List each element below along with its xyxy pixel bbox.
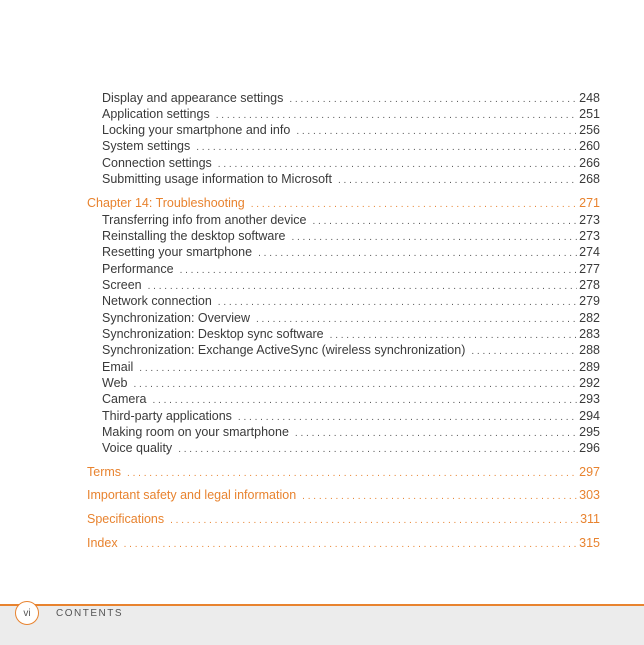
dot-leader [152, 393, 577, 409]
toc-entry-page: 248 [579, 91, 600, 105]
toc-entry-label: Application settings [102, 107, 210, 121]
toc-section-entry[interactable] [87, 511, 600, 529]
toc-chapter-entry[interactable] [87, 195, 600, 213]
dot-leader [471, 344, 577, 360]
toc-entry[interactable] [102, 293, 600, 311]
toc-entry-page: 274 [579, 245, 600, 259]
toc-entry-label: Screen [102, 278, 142, 292]
toc-entry-label: Locking your smartphone and info [102, 123, 291, 137]
toc-entry[interactable] [102, 244, 600, 262]
toc-entry-label: Specifications [87, 512, 165, 526]
toc-entry-page: 311 [580, 512, 600, 526]
page-number-badge [15, 601, 39, 625]
toc-entry-page: 266 [579, 156, 600, 170]
toc-entry-page: 271 [579, 196, 600, 210]
toc-entry-label: Resetting your smartphone [102, 245, 253, 259]
toc-section-entry[interactable] [87, 487, 600, 505]
toc-entry-page: 283 [579, 327, 600, 341]
toc-entry-page: 293 [579, 392, 600, 406]
dot-leader [127, 466, 577, 482]
toc-entry-label: Reinstalling the desktop software [102, 229, 286, 243]
toc-entry-label: Terms [87, 465, 122, 479]
dot-leader [178, 442, 577, 458]
section-label: CONTENTS [56, 608, 123, 619]
toc-entry-label: Third-party applications [102, 409, 232, 423]
toc-section-entry[interactable] [87, 535, 600, 553]
dot-leader [338, 173, 577, 189]
dot-leader [124, 537, 578, 553]
toc-entry-page: 273 [579, 213, 600, 227]
toc-entry-page: 315 [579, 536, 600, 550]
toc-entry-page: 295 [579, 425, 600, 439]
toc-entry-page: 251 [579, 107, 600, 121]
toc-entry-label: Synchronization: Desktop sync software [102, 327, 324, 341]
dot-leader [218, 295, 577, 311]
dot-leader [170, 513, 578, 529]
toc-entry-label: Important safety and legal information [87, 488, 297, 502]
toc-entry-page: 278 [579, 278, 600, 292]
toc-entry-label: System settings [102, 139, 191, 153]
toc-entry-label: Display and appearance settings [102, 91, 284, 105]
toc-entry-label: Connection settings [102, 156, 212, 170]
page-number: vi [23, 607, 31, 619]
dot-leader [258, 246, 577, 262]
dot-leader [302, 489, 577, 505]
toc-entry-label: Making room on your smartphone [102, 425, 289, 439]
toc-entry-page: 303 [579, 488, 600, 502]
toc-entry-page: 289 [579, 360, 600, 374]
dot-leader [251, 197, 577, 213]
toc-section-entry[interactable] [87, 464, 600, 482]
toc-entry-label: Voice quality [102, 441, 173, 455]
toc-entry-label: Submitting usage information to Microsoft [102, 172, 332, 186]
toc-entry-label: Web [102, 376, 128, 390]
toc-entry-label: Synchronization: Overview [102, 311, 250, 325]
dot-leader [196, 140, 577, 156]
toc-entry-page: 282 [579, 311, 600, 325]
toc-entry-label: Synchronization: Exchange ActiveSync (wireless synchronization) [102, 343, 466, 357]
toc-entry-page: 279 [579, 294, 600, 308]
toc-entry-label: Email [102, 360, 134, 374]
toc-entry[interactable] [102, 391, 600, 409]
toc-entry-label: Chapter 14: Troubleshooting [87, 196, 245, 210]
toc-entry[interactable] [102, 138, 600, 156]
toc-entry-page: 288 [579, 343, 600, 357]
toc-entry-page: 294 [579, 409, 600, 423]
toc-entry-page: 260 [579, 139, 600, 153]
toc-entry-page: 297 [579, 465, 600, 479]
toc-entry-page: 277 [579, 262, 600, 276]
toc-entry-label: Camera [102, 392, 147, 406]
toc-entry-page: 256 [579, 123, 600, 137]
footer-divider [0, 604, 644, 606]
toc-entry-label: Network connection [102, 294, 212, 308]
toc-entry-label: Performance [102, 262, 174, 276]
toc-entry-page: 273 [579, 229, 600, 243]
toc-entry[interactable] [102, 440, 600, 458]
toc-entry-page: 292 [579, 376, 600, 390]
toc-entry[interactable] [102, 342, 600, 360]
toc-entry-page: 296 [579, 441, 600, 455]
toc-entry-page: 268 [579, 172, 600, 186]
toc-entry-label: Index [87, 536, 118, 550]
toc-entry[interactable] [102, 171, 600, 189]
toc-entry-label: Transferring info from another device [102, 213, 307, 227]
